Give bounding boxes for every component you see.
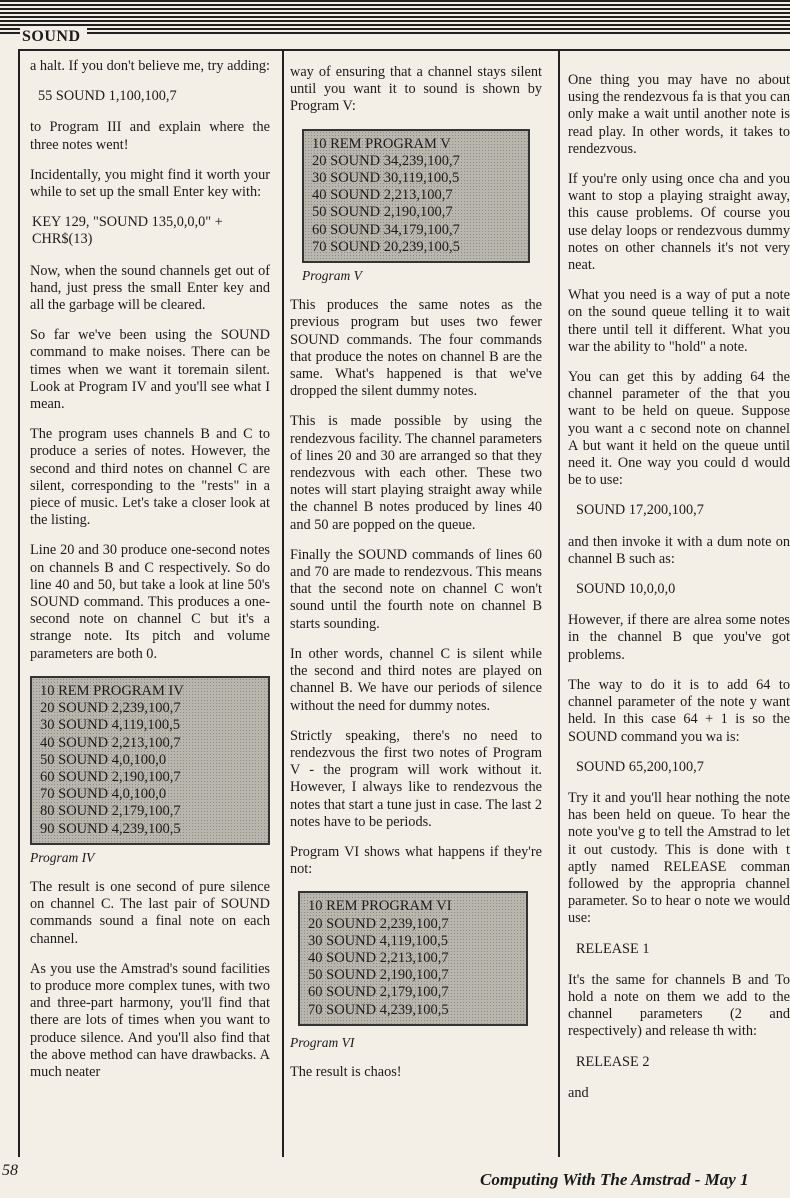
paragraph: However, if there are alrea some notes in the channel B que you've got problems. (568, 612, 790, 663)
paragraph: and then invoke it with a dum note on channel B such as: (568, 533, 790, 567)
code-line: SOUND 17,200,100,7 (576, 502, 704, 519)
listing-line: 80 SOUND 2,179,100,7 (40, 803, 181, 820)
column-2 (290, 64, 542, 1094)
listing-line: 30 SOUND 30,119,100,5 (312, 170, 460, 187)
listing-line: 20 SOUND 34,239,100,7 (312, 152, 460, 169)
paragraph: This produces the same notes as the previous program but uses two fewer SOUND commands. The four commands that produce the notes on channel B are the same. What's happened is that we've dropped the silent dummy notes. (290, 297, 542, 400)
paragraph: The result is one second of pure silence on channel C. The last pair of SOUND commands sound a final note on each channel. (30, 878, 270, 947)
code-line: RELEASE 1 (576, 940, 650, 957)
listing-line: 20 SOUND 2,239,100,7 (308, 915, 449, 932)
paragraph: Finally the SOUND commands of lines 60 and 70 are made to rendezvous. This means that the second note on channel C won't sound until the fourth note on channel B starts sounding. (290, 546, 542, 632)
listing-line: 10 REM PROGRAM VI (308, 898, 452, 915)
listing-line: 10 REM PROGRAM V (312, 135, 451, 152)
code-line: KEY 129, "SOUND 135,0,0,0" + (32, 214, 223, 231)
paragraph: and (568, 1084, 589, 1101)
paragraph: The program uses channels B and C to produce a series of notes. However, the second and third notes on channel C are silent, corresponding to the "rests" in a piece of music. Let's take a closer look at the listing. (30, 426, 270, 529)
code-line: SOUND 10,0,0,0 (576, 581, 676, 598)
column-rule-left (18, 49, 20, 1157)
listing-line: 70 SOUND 4,0,100,0 (40, 786, 167, 803)
code-line: RELEASE 2 (576, 1053, 650, 1070)
publication-title: Computing With The Amstrad - May 1 (480, 1170, 749, 1189)
paragraph: Program VI shows what happens if they're not: (290, 843, 542, 878)
listing-line: 50 SOUND 4,0,100,0 (40, 751, 167, 768)
paragraph: As you use the Amstrad's sound facilities to produce more complex tunes, with two and three-part harmony, you'll find that there are lots of times when you want to produce silence. And you'll also find that the above method can have drawbacks. A much neater (30, 960, 270, 1080)
paragraph: Incidentally, you might find it worth your while to set up the small Enter key with: (30, 166, 270, 201)
code-line: CHR$(13) (32, 231, 93, 248)
paragraph: One thing you may have no about using the rendezvous fa is that you can only make a wait until another note is read play. In other words, it takes to rendezvous. (568, 72, 790, 157)
paragraph: What you need is a way of put a note on the sound queue telling it to wait there until tell it different. What you war the ability to "hold" a note. (568, 287, 790, 355)
paragraph: a halt. If you don't believe me, try adding: (30, 58, 270, 74)
listing-line: 90 SOUND 4,239,100,5 (40, 820, 181, 837)
listing-line: 60 SOUND 2,179,100,7 (308, 984, 449, 1001)
paragraph: way of ensuring that a channel stays silent until you want it to sound is shown by Program V: (290, 64, 542, 115)
listing-caption: Program V (302, 268, 362, 284)
paragraph: Try it and you'll hear nothing the note has been held on queue. To hear the note you've g to tell the Amstrad to let it out custody. This is done with t aptly named RELEASE comman followed by the appropria channel parameter. So to hear o note we would use: (568, 789, 790, 927)
code-line: 55 SOUND 1,100,100,7 (38, 88, 177, 105)
code-line: SOUND 65,200,100,7 (576, 758, 704, 775)
paragraph: The result is chaos! (290, 1063, 402, 1080)
listing-line: 20 SOUND 2,239,100,7 (40, 700, 181, 717)
column-rule-right (558, 49, 560, 1157)
header-rule (18, 49, 790, 51)
paragraph: In other words, channel C is silent while the second and third notes are played on channel B. We have our periods of silence without the need for dummy notes. (290, 645, 542, 714)
paragraph: Strictly speaking, there's no need to rendezvous the first two notes of Program V - the program will work without it. However, I always like to rendezvous the notes that start a tune just in case. The last 2 notes have to be periods. (290, 727, 542, 830)
paragraph: This is made possible by using the rendezvous facility. The channel parameters of lines 20 and 30 are arranged so that they rendezvous with each other. These two notes will start playing straight away while the channel B notes produced by lines 40 and 50 are popped on the queue. (290, 413, 542, 533)
listing-line: 40 SOUND 2,213,100,7 (308, 949, 449, 966)
listing-line: 30 SOUND 4,119,100,5 (40, 717, 181, 734)
page-number: 58 (2, 1162, 18, 1179)
column-1 (30, 58, 270, 1094)
paragraph: to Program III and explain where the three notes went! (30, 119, 270, 153)
section-title: SOUND (20, 28, 87, 46)
listing-line: 40 SOUND 2,213,100,7 (312, 187, 453, 204)
column-3 (568, 72, 790, 1115)
listing-line: 50 SOUND 2,190,100,7 (308, 967, 449, 984)
program-listing-iv (30, 676, 270, 845)
page-footer (0, 1160, 790, 1198)
program-listing-v (302, 129, 530, 263)
paragraph: So far we've been using the SOUND command to make noises. There can be times when we want it toremain silent. Look at Program IV and you'll see what I mean. (30, 327, 270, 413)
column-rule-middle (282, 49, 284, 1157)
paragraph: The way to do it is to add 64 to channel parameter of the note y want held. In this case 64 + 1 is so the SOUND command you wa is: (568, 676, 790, 745)
listing-line: 70 SOUND 4,239,100,5 (308, 1001, 449, 1018)
paragraph: It's the same for channels B and To hold a note on them we add to the channel parameters (2 and respectively) and release th with: (568, 971, 790, 1040)
program-listing-vi (298, 891, 528, 1025)
paragraph: If you're only using once cha and you want to stop a playing straight away, this cause problems. Of course you use delay loops or rendezvous dummy notes on other channels it's not very neat. (568, 171, 790, 274)
listing-line: 50 SOUND 2,190,100,7 (312, 204, 453, 221)
paragraph: You can get this by adding 64 the channel parameter of the that you want to be held on queue. Suppose you want a c second note on channel A but want it held on the queue until need it. One way you could d would be to use: (568, 369, 790, 489)
listing-caption: Program VI (290, 1034, 355, 1050)
listing-line: 40 SOUND 2,213,100,7 (40, 734, 181, 751)
listing-line: 60 SOUND 34,179,100,7 (312, 221, 460, 238)
paragraph: Now, when the sound channels get out of hand, just press the small Enter key and all the garbage will be cleared. (30, 262, 270, 314)
paragraph: Line 20 and 30 produce one-second notes on channels B and C respectively. So do line 40 and 50, but take a look at line 50's SOUND command. This produces a one-second note on channel C but it's a strange note. Its pitch and volume parameters are both 0. (30, 542, 270, 662)
listing-line: 30 SOUND 4,119,100,5 (308, 932, 449, 949)
listing-caption: Program IV (30, 849, 95, 865)
code-block (32, 214, 270, 248)
listing-line: 70 SOUND 20,239,100,5 (312, 238, 460, 255)
header-stripes (0, 0, 790, 34)
listing-line: 10 REM PROGRAM IV (40, 682, 184, 699)
listing-line: 60 SOUND 2,190,100,7 (40, 768, 181, 785)
